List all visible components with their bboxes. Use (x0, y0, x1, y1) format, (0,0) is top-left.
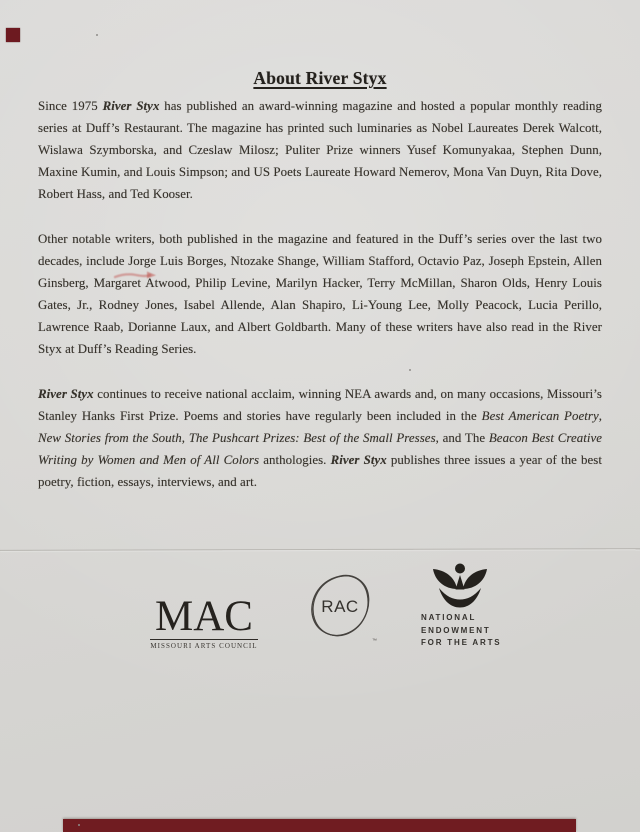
paper-speck (78, 824, 80, 826)
missouri-arts-council-logo (150, 595, 258, 650)
photo-background-bottom-strip (63, 819, 576, 832)
nea-text-line-3: FOR THE ARTS (421, 638, 502, 647)
rac-trademark: ™ (372, 638, 377, 644)
red-pen-underline-mark (114, 269, 158, 282)
rac-scribble-loop-icon (302, 568, 378, 646)
rac-acronym: RAC (321, 597, 359, 616)
about-paragraph-1: Since 1975 River Styx has published an award-winning magazine and hosted a popular monthly reading series at Duff’s Restaurant. The magazine has printed such luminaries as Nobel Laureates Derek Walcott, Wislawa Szymborska, and Czeslaw Milosz; Puliter Prize winners Yusef Komunyakaa, Stephen Dunn, Maxine Kumin, and Louis Simpson; and US Poets Laureate Howard Nemerov, Mona Van Duyn, Rita Dove, Robert Hass, and Ted Kooser. (38, 99, 602, 201)
nea-text-line-1: NATIONAL (421, 613, 477, 622)
about-paragraph-2: Other notable writers, both published in the magazine and featured in the Duff’s series over the last two decades, include Jorge Luis Borges, Ntozake Shange, William Stafford, Octavio Paz, Joseph Epstein, Allen Ginsberg, Margaret Atwood, Philip Levine, Marilyn Hacker, Terry McMillan, Sharon Olds, Henry Louis Gates, Jr., Rodney Jones, Isabel Allende, Alan Shapiro, Li-Young Lee, Molly Peacock, Lucia Perillo, Lawrence Raab, Dorianne Laux, and Albert Goldbarth. Many of these writers have also read in the River Styx at Duff’s Reading Series. (38, 232, 602, 356)
photo-background-corner-patch (6, 28, 20, 42)
paper-speck (96, 34, 98, 36)
mac-label: MISSOURI ARTS COUNCIL (150, 642, 258, 650)
paper-speck (409, 369, 411, 371)
national-endowment-for-the-arts-logo (421, 563, 541, 650)
mac-acronym: MAC (150, 595, 258, 640)
regional-arts-commission-logo (302, 568, 378, 651)
about-paragraph-3: River Styx continues to receive national acclaim, winning NEA awards and, on many occasions, Missouri’s Stanley Hanks First Prize. Poems and stories have regularly been included in the Best American Poetry, New Stories from the South, The Pushcart Prizes: Best of the Small Presses, and The Beacon Best Creative Writing by Women and Men of All Colors anthologies. River Styx publishes three issues a year of the best poetry, fiction, essays, interviews, and art. (38, 387, 603, 489)
nea-flower-figure-icon (431, 563, 489, 609)
page-title: About River Styx (253, 68, 387, 88)
paper-crease-line (0, 548, 640, 551)
nea-text-line-2: ENDOWMENT (421, 625, 491, 635)
